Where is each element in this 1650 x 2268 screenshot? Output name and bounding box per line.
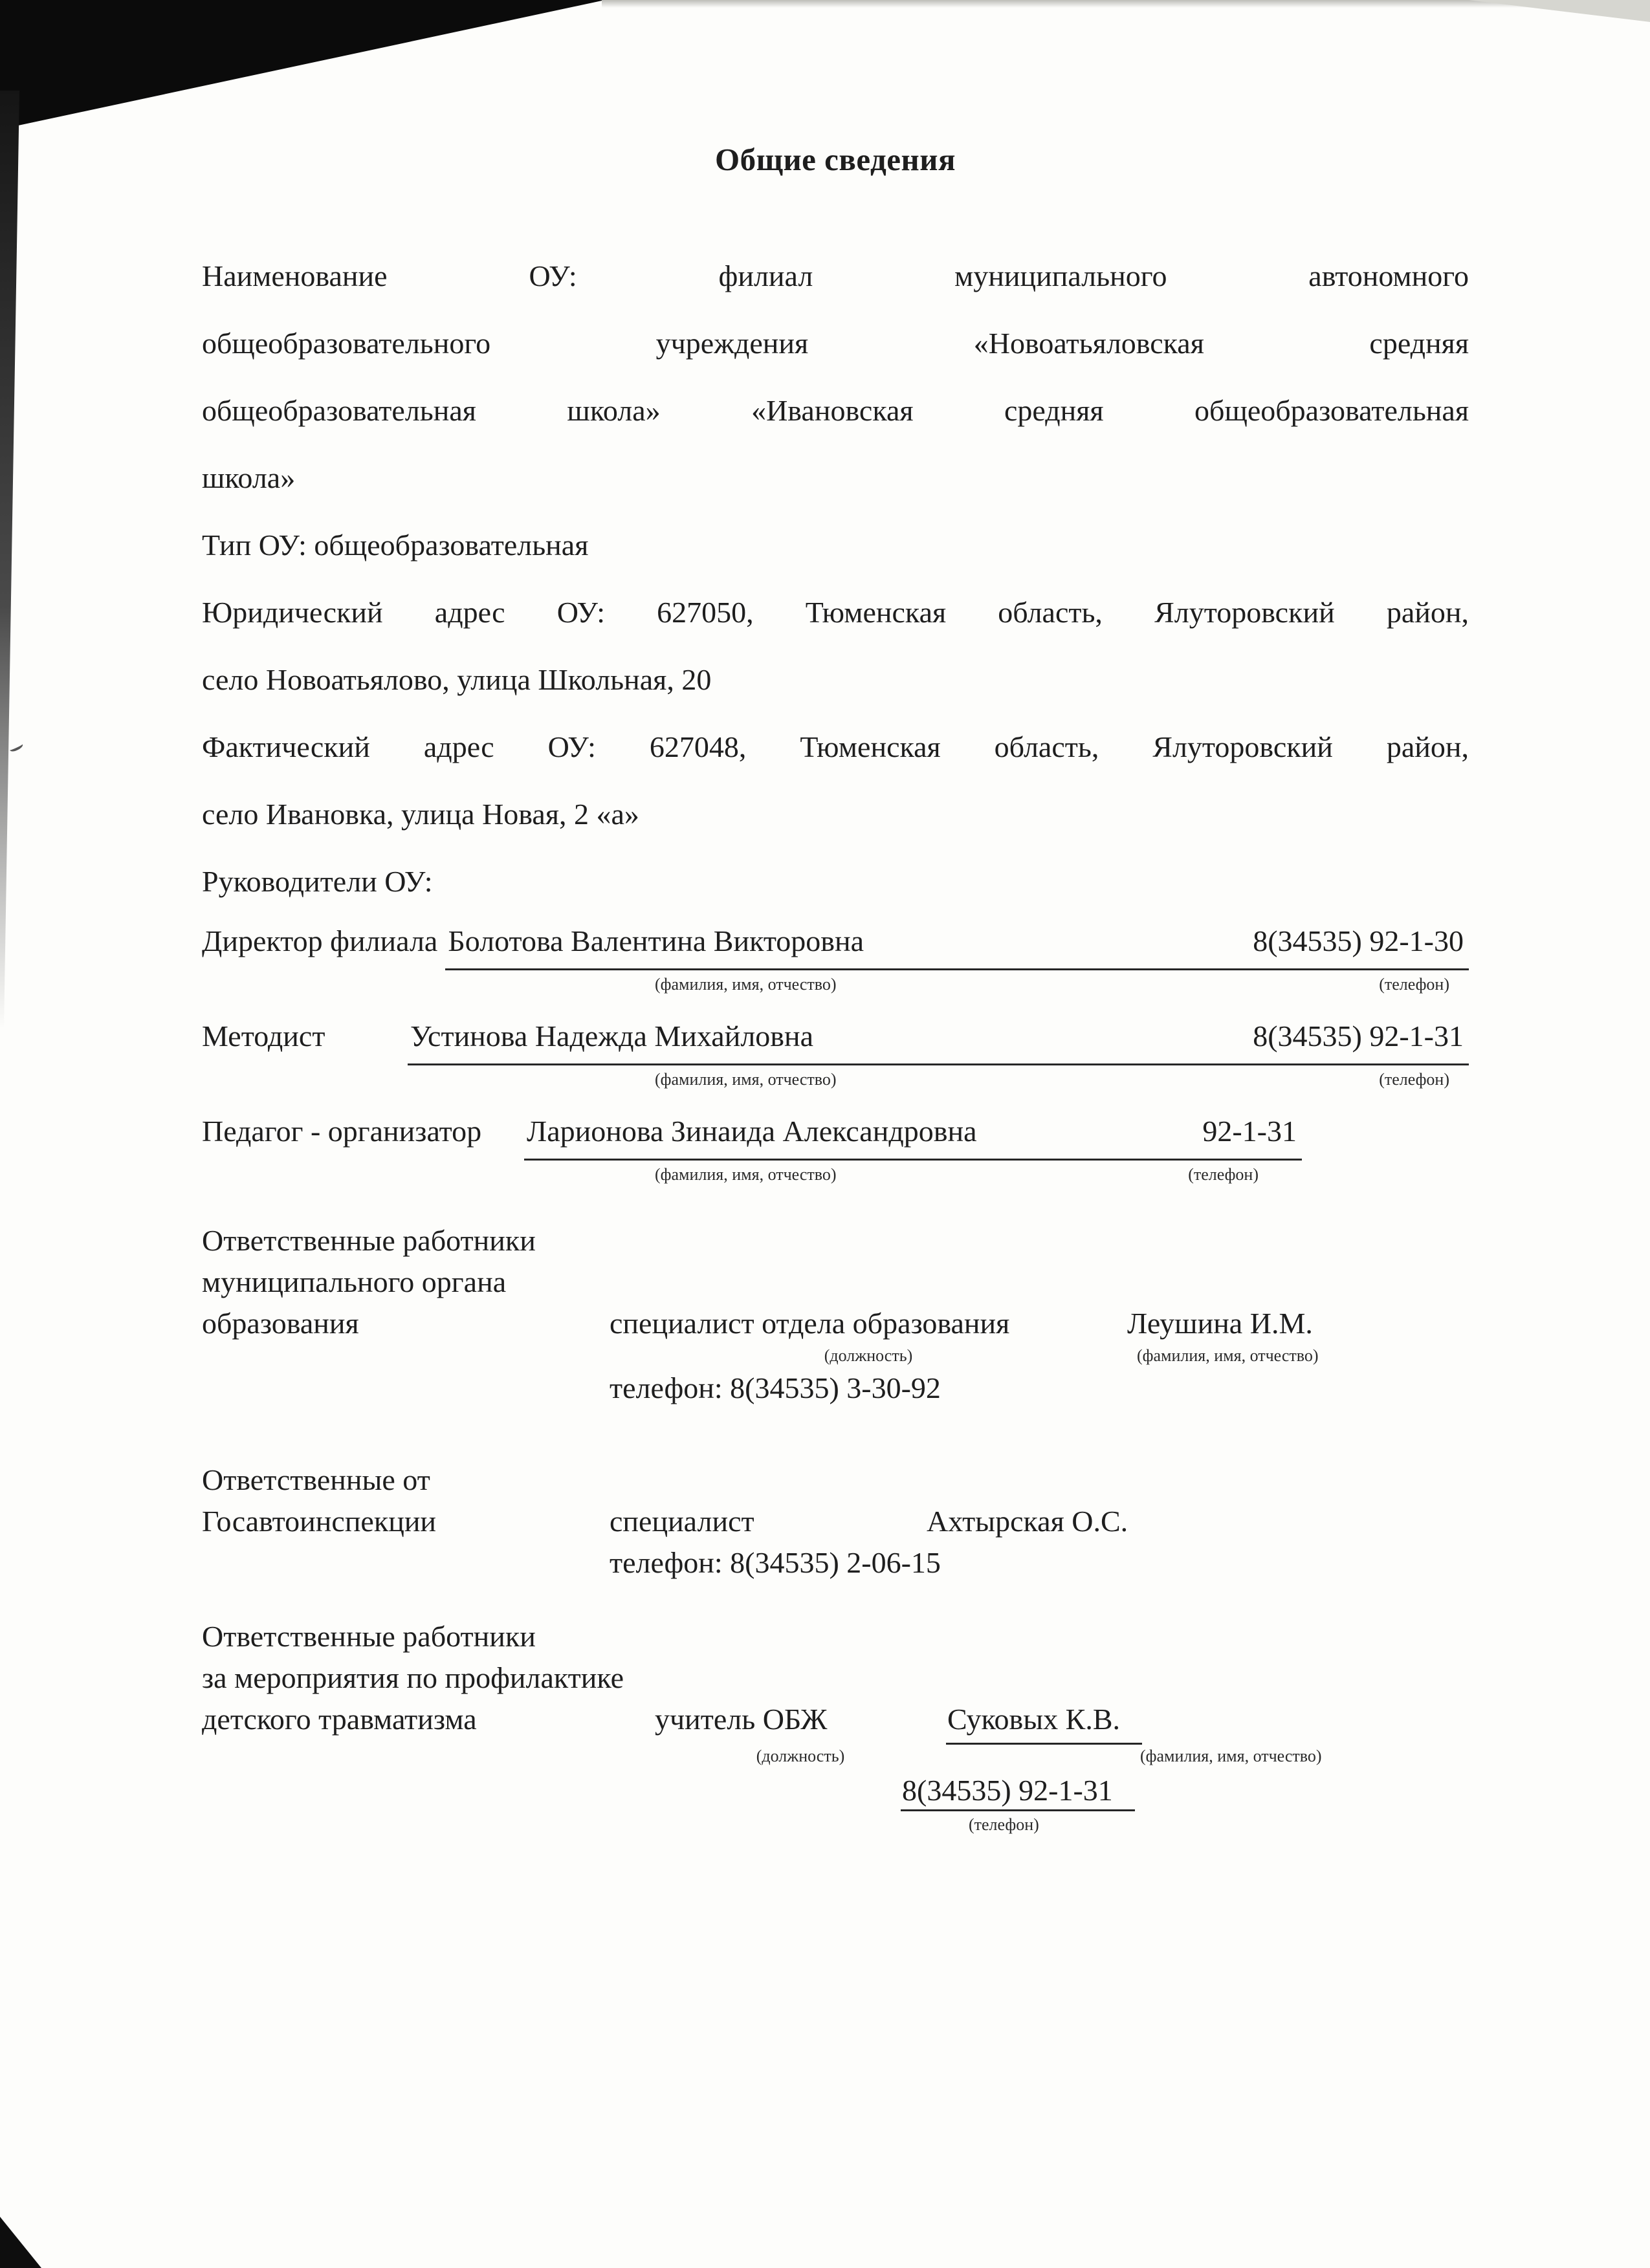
phone-caption: (телефон) bbox=[969, 1815, 1039, 1834]
leaders-block bbox=[202, 918, 1469, 1186]
leader-director-role: Директор филиала bbox=[202, 924, 438, 957]
spacer bbox=[202, 1745, 655, 1768]
leader-director-line bbox=[202, 918, 1469, 970]
fio-caption: (фамилия, имя, отчество) bbox=[1140, 1747, 1322, 1765]
leader-organizer bbox=[202, 1108, 1469, 1186]
leader-organizer-name: Ларионова Зинаида Александровна bbox=[527, 1115, 977, 1148]
municipal-label-1: Ответственные работники bbox=[202, 1224, 536, 1257]
leader-methodist-underline bbox=[408, 1013, 1469, 1065]
scan-artifact-bottom-left-corner bbox=[0, 2211, 41, 2268]
municipal-label-2: муниципального органа bbox=[202, 1265, 507, 1298]
trauma-row bbox=[202, 1699, 1469, 1745]
actual-address-line-1: Фактический адрес ОУ: 627048, Тюменская область, Ялуторовский район, bbox=[202, 730, 1469, 763]
legal-address-line-1: Юридический адрес ОУ: 627050, Тюменская область, Ялуторовский район, bbox=[202, 596, 1469, 629]
trauma-label-2: за мероприятия по профилактике bbox=[202, 1661, 624, 1694]
name-line-1: Наименование ОУ: филиал муниципального автономного bbox=[202, 259, 1469, 292]
leader-director-underline bbox=[445, 918, 1469, 970]
municipal-row bbox=[202, 1303, 1469, 1344]
leader-methodist-role: Методист bbox=[202, 1020, 325, 1052]
name-line-2: общеобразовательного учреждения «Новоатьяловская средняя bbox=[202, 327, 1469, 360]
fio-caption: (фамилия, имя, отчество) bbox=[655, 1165, 837, 1184]
leader-director-phone: 8(34535) 92-1-30 bbox=[1253, 924, 1464, 957]
scan-artifact-top-right-corner bbox=[1469, 0, 1650, 22]
municipal-phone: телефон: 8(34535) 3-30-92 bbox=[610, 1371, 941, 1404]
trauma-name: Суковых К.В. bbox=[946, 1699, 1142, 1745]
municipal-captions bbox=[202, 1344, 1469, 1368]
spacer bbox=[202, 1368, 610, 1409]
municipal-name: Леушина И.М. bbox=[1127, 1307, 1313, 1340]
gibdd-name: Ахтырская О.С. bbox=[927, 1505, 1128, 1538]
actual-address-line-2: село Ивановка, улица Новая, 2 «а» bbox=[202, 798, 639, 831]
name-line-4: школа» bbox=[202, 461, 296, 494]
trauma-captions bbox=[202, 1745, 1469, 1768]
leaders-heading: Руководители ОУ: bbox=[202, 865, 433, 898]
municipal-phone-row bbox=[202, 1368, 1469, 1409]
name-line-3: общеобразовательная школа» «Ивановская средняя общеобразовательная bbox=[202, 394, 1469, 427]
responsible-gibdd-block bbox=[202, 1459, 1469, 1584]
leader-organizer-line bbox=[202, 1108, 1469, 1161]
fio-caption: (фамилия, имя, отчество) bbox=[655, 975, 837, 994]
spacer bbox=[202, 1344, 610, 1368]
gibdd-label-1: Ответственные от bbox=[202, 1463, 430, 1496]
gibdd-position: специалист bbox=[610, 1505, 754, 1538]
leader-organizer-phone: 92-1-31 bbox=[1202, 1115, 1297, 1148]
spacer bbox=[202, 1542, 610, 1584]
leader-director bbox=[202, 918, 1469, 996]
leader-methodist-name: Устинова Надежда Михайловна bbox=[410, 1020, 814, 1052]
leader-organizer-role: Педагог - организатор bbox=[202, 1115, 482, 1148]
scan-artifact-left-edge bbox=[0, 91, 19, 1029]
ou-type-line: Тип ОУ: общеобразовательная bbox=[202, 529, 589, 562]
scan-artifact-pen-mark bbox=[8, 741, 24, 753]
position-caption: (должность) bbox=[824, 1346, 913, 1365]
phone-caption: (телефон) bbox=[1379, 1070, 1449, 1089]
document-content bbox=[202, 0, 1469, 1837]
gibdd-phone-row bbox=[202, 1542, 1469, 1584]
trauma-phone: 8(34535) 92-1-31 bbox=[901, 1774, 1135, 1811]
responsible-trauma-block bbox=[202, 1616, 1469, 1837]
fio-caption: (фамилия, имя, отчество) bbox=[1137, 1346, 1319, 1365]
leader-organizer-underline bbox=[524, 1108, 1302, 1161]
leader-organizer-captions bbox=[202, 1161, 1469, 1186]
leader-methodist-line bbox=[202, 1013, 1469, 1065]
fio-caption: (фамилия, имя, отчество) bbox=[655, 1070, 837, 1089]
municipal-position: специалист отдела образования bbox=[610, 1307, 1010, 1340]
leader-methodist-phone: 8(34535) 92-1-31 bbox=[1253, 1020, 1464, 1052]
leader-methodist-captions bbox=[202, 1065, 1469, 1091]
general-info-block bbox=[202, 243, 1469, 915]
trauma-label-1: Ответственные работники bbox=[202, 1620, 536, 1653]
trauma-label-3: детского травматизма bbox=[202, 1703, 477, 1736]
phone-caption: (телефон) bbox=[1379, 975, 1449, 994]
trauma-phone-row bbox=[202, 1768, 1469, 1813]
legal-address-line-2: село Новоатьялово, улица Школьная, 20 bbox=[202, 663, 712, 696]
document-title: Общие сведения bbox=[714, 142, 956, 177]
phone-caption: (телефон) bbox=[1188, 1165, 1259, 1184]
position-caption: (должность) bbox=[756, 1747, 845, 1765]
gibdd-phone: телефон: 8(34535) 2-06-15 bbox=[610, 1546, 941, 1579]
gibdd-row bbox=[202, 1501, 1469, 1542]
leader-methodist bbox=[202, 1013, 1469, 1091]
leader-director-captions bbox=[202, 970, 1469, 996]
leader-director-name: Болотова Валентина Викторовна bbox=[448, 924, 864, 957]
municipal-label-3: образования bbox=[202, 1307, 359, 1340]
responsible-municipal-block bbox=[202, 1220, 1469, 1409]
trauma-position: учитель ОБЖ bbox=[655, 1703, 828, 1736]
gibdd-label-2: Госавтоинспекции bbox=[202, 1505, 437, 1538]
